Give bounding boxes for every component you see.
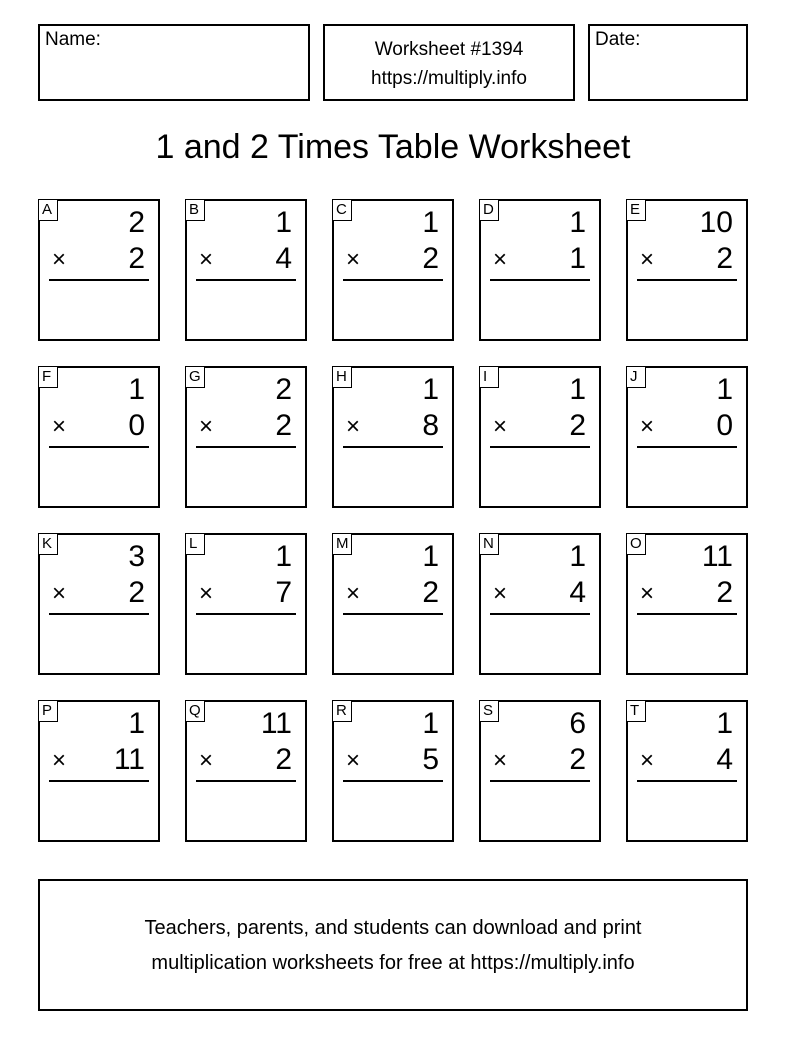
times-icon: × bbox=[199, 413, 214, 440]
problem-e[interactable] bbox=[626, 199, 748, 341]
name-field-box[interactable] bbox=[38, 24, 310, 101]
multiplier: 7 bbox=[275, 576, 292, 609]
footer-box bbox=[38, 879, 748, 1011]
multiplicand: 1 bbox=[716, 707, 733, 740]
problem-b[interactable] bbox=[185, 199, 307, 341]
answer-line bbox=[343, 613, 443, 615]
problem-t[interactable] bbox=[626, 700, 748, 842]
times-icon: × bbox=[346, 747, 361, 774]
answer-line bbox=[196, 446, 296, 448]
multiplier: 2 bbox=[275, 409, 292, 442]
multiplier: 2 bbox=[275, 743, 292, 776]
problem-letter: H bbox=[332, 366, 352, 388]
problem-letter: R bbox=[332, 700, 352, 722]
problem-m[interactable] bbox=[332, 533, 454, 675]
times-icon: × bbox=[640, 413, 655, 440]
times-icon: × bbox=[52, 246, 67, 273]
multiplier: 2 bbox=[422, 242, 439, 275]
multiplier: 4 bbox=[569, 576, 586, 609]
answer-line bbox=[637, 279, 737, 281]
problem-f[interactable] bbox=[38, 366, 160, 508]
answer-line bbox=[49, 446, 149, 448]
problem-c[interactable] bbox=[332, 199, 454, 341]
problem-letter: M bbox=[332, 533, 352, 555]
multiplicand: 6 bbox=[569, 707, 586, 740]
times-icon: × bbox=[493, 747, 508, 774]
worksheet-info-box bbox=[323, 24, 575, 101]
problem-i[interactable] bbox=[479, 366, 601, 508]
problem-letter: O bbox=[626, 533, 646, 555]
multiplier: 1 bbox=[569, 242, 586, 275]
problem-k[interactable] bbox=[38, 533, 160, 675]
multiplier: 2 bbox=[716, 242, 733, 275]
answer-line bbox=[343, 279, 443, 281]
answer-line bbox=[196, 613, 296, 615]
multiplier: 2 bbox=[128, 576, 145, 609]
problem-r[interactable] bbox=[332, 700, 454, 842]
times-icon: × bbox=[640, 747, 655, 774]
problem-letter: C bbox=[332, 199, 352, 221]
answer-line bbox=[49, 780, 149, 782]
problem-letter: B bbox=[185, 199, 205, 221]
multiplier: 2 bbox=[716, 576, 733, 609]
date-label: Date: bbox=[595, 29, 641, 50]
problem-letter: Q bbox=[185, 700, 205, 722]
multiplier: 4 bbox=[275, 242, 292, 275]
answer-line bbox=[196, 279, 296, 281]
problem-letter: J bbox=[626, 366, 646, 388]
answer-line bbox=[490, 780, 590, 782]
worksheet-number: Worksheet #1394 bbox=[374, 39, 524, 60]
answer-line bbox=[637, 780, 737, 782]
multiplicand: 11 bbox=[260, 707, 292, 740]
multiplicand: 1 bbox=[128, 707, 145, 740]
problem-d[interactable] bbox=[479, 199, 601, 341]
multiplicand: 11 bbox=[701, 540, 733, 573]
times-icon: × bbox=[346, 580, 361, 607]
multiplier: 4 bbox=[716, 743, 733, 776]
problem-letter: G bbox=[185, 366, 205, 388]
problem-letter: S bbox=[479, 700, 499, 722]
times-icon: × bbox=[52, 580, 67, 607]
name-label: Name: bbox=[45, 29, 101, 50]
multiplicand: 1 bbox=[128, 373, 145, 406]
answer-line bbox=[637, 446, 737, 448]
times-icon: × bbox=[199, 246, 214, 273]
times-icon: × bbox=[52, 413, 67, 440]
problem-o[interactable] bbox=[626, 533, 748, 675]
times-icon: × bbox=[346, 413, 361, 440]
multiplier: 2 bbox=[128, 242, 145, 275]
problem-p[interactable] bbox=[38, 700, 160, 842]
problem-letter: D bbox=[479, 199, 499, 221]
multiplier: 5 bbox=[422, 743, 439, 776]
answer-line bbox=[49, 279, 149, 281]
times-icon: × bbox=[346, 246, 361, 273]
problem-g[interactable] bbox=[185, 366, 307, 508]
multiplicand: 1 bbox=[422, 540, 439, 573]
multiplicand: 10 bbox=[699, 206, 733, 239]
times-icon: × bbox=[493, 246, 508, 273]
answer-line bbox=[343, 446, 443, 448]
problem-j[interactable] bbox=[626, 366, 748, 508]
answer-line bbox=[490, 613, 590, 615]
problem-letter: F bbox=[38, 366, 58, 388]
answer-line bbox=[196, 780, 296, 782]
problem-letter: T bbox=[626, 700, 646, 722]
page-title: 1 and 2 Times Table Worksheet bbox=[155, 128, 631, 166]
problem-a[interactable] bbox=[38, 199, 160, 341]
problem-n[interactable] bbox=[479, 533, 601, 675]
multiplier: 2 bbox=[422, 576, 439, 609]
multiplicand: 1 bbox=[275, 206, 292, 239]
answer-line bbox=[490, 446, 590, 448]
multiplier: 11 bbox=[113, 743, 145, 776]
multiplicand: 3 bbox=[128, 540, 145, 573]
multiplicand: 1 bbox=[716, 373, 733, 406]
times-icon: × bbox=[640, 580, 655, 607]
multiplicand: 1 bbox=[422, 206, 439, 239]
answer-line bbox=[490, 279, 590, 281]
multiplier: 0 bbox=[128, 409, 145, 442]
times-icon: × bbox=[493, 413, 508, 440]
problem-q[interactable] bbox=[185, 700, 307, 842]
answer-line bbox=[49, 613, 149, 615]
times-icon: × bbox=[199, 747, 214, 774]
multiplicand: 1 bbox=[275, 540, 292, 573]
problem-letter: E bbox=[626, 199, 646, 221]
problem-letter: I bbox=[479, 366, 499, 388]
problem-l[interactable] bbox=[185, 533, 307, 675]
date-field-box[interactable] bbox=[588, 24, 748, 101]
times-icon: × bbox=[199, 580, 214, 607]
multiplier: 2 bbox=[569, 409, 586, 442]
problem-letter: L bbox=[185, 533, 205, 555]
times-icon: × bbox=[52, 747, 67, 774]
answer-line bbox=[343, 780, 443, 782]
multiplicand: 1 bbox=[569, 206, 586, 239]
multiplicand: 1 bbox=[422, 707, 439, 740]
problem-letter: N bbox=[479, 533, 499, 555]
footer-line-2: multiplication worksheets for free at https://multiply.info bbox=[151, 952, 635, 974]
problem-s[interactable] bbox=[479, 700, 601, 842]
multiplicand: 2 bbox=[275, 373, 292, 406]
multiplier: 8 bbox=[422, 409, 439, 442]
answer-line bbox=[637, 613, 737, 615]
multiplicand: 1 bbox=[569, 373, 586, 406]
multiplier: 0 bbox=[716, 409, 733, 442]
worksheet-url: https://multiply.info bbox=[371, 68, 527, 89]
problem-letter: P bbox=[38, 700, 58, 722]
multiplicand: 1 bbox=[569, 540, 586, 573]
multiplier: 2 bbox=[569, 743, 586, 776]
problem-letter: K bbox=[38, 533, 58, 555]
multiplicand: 2 bbox=[128, 206, 145, 239]
times-icon: × bbox=[640, 246, 655, 273]
multiplicand: 1 bbox=[422, 373, 439, 406]
footer-line-1: Teachers, parents, and students can download and print bbox=[144, 917, 642, 939]
problem-h[interactable] bbox=[332, 366, 454, 508]
times-icon: × bbox=[493, 580, 508, 607]
problem-letter: A bbox=[38, 199, 58, 221]
